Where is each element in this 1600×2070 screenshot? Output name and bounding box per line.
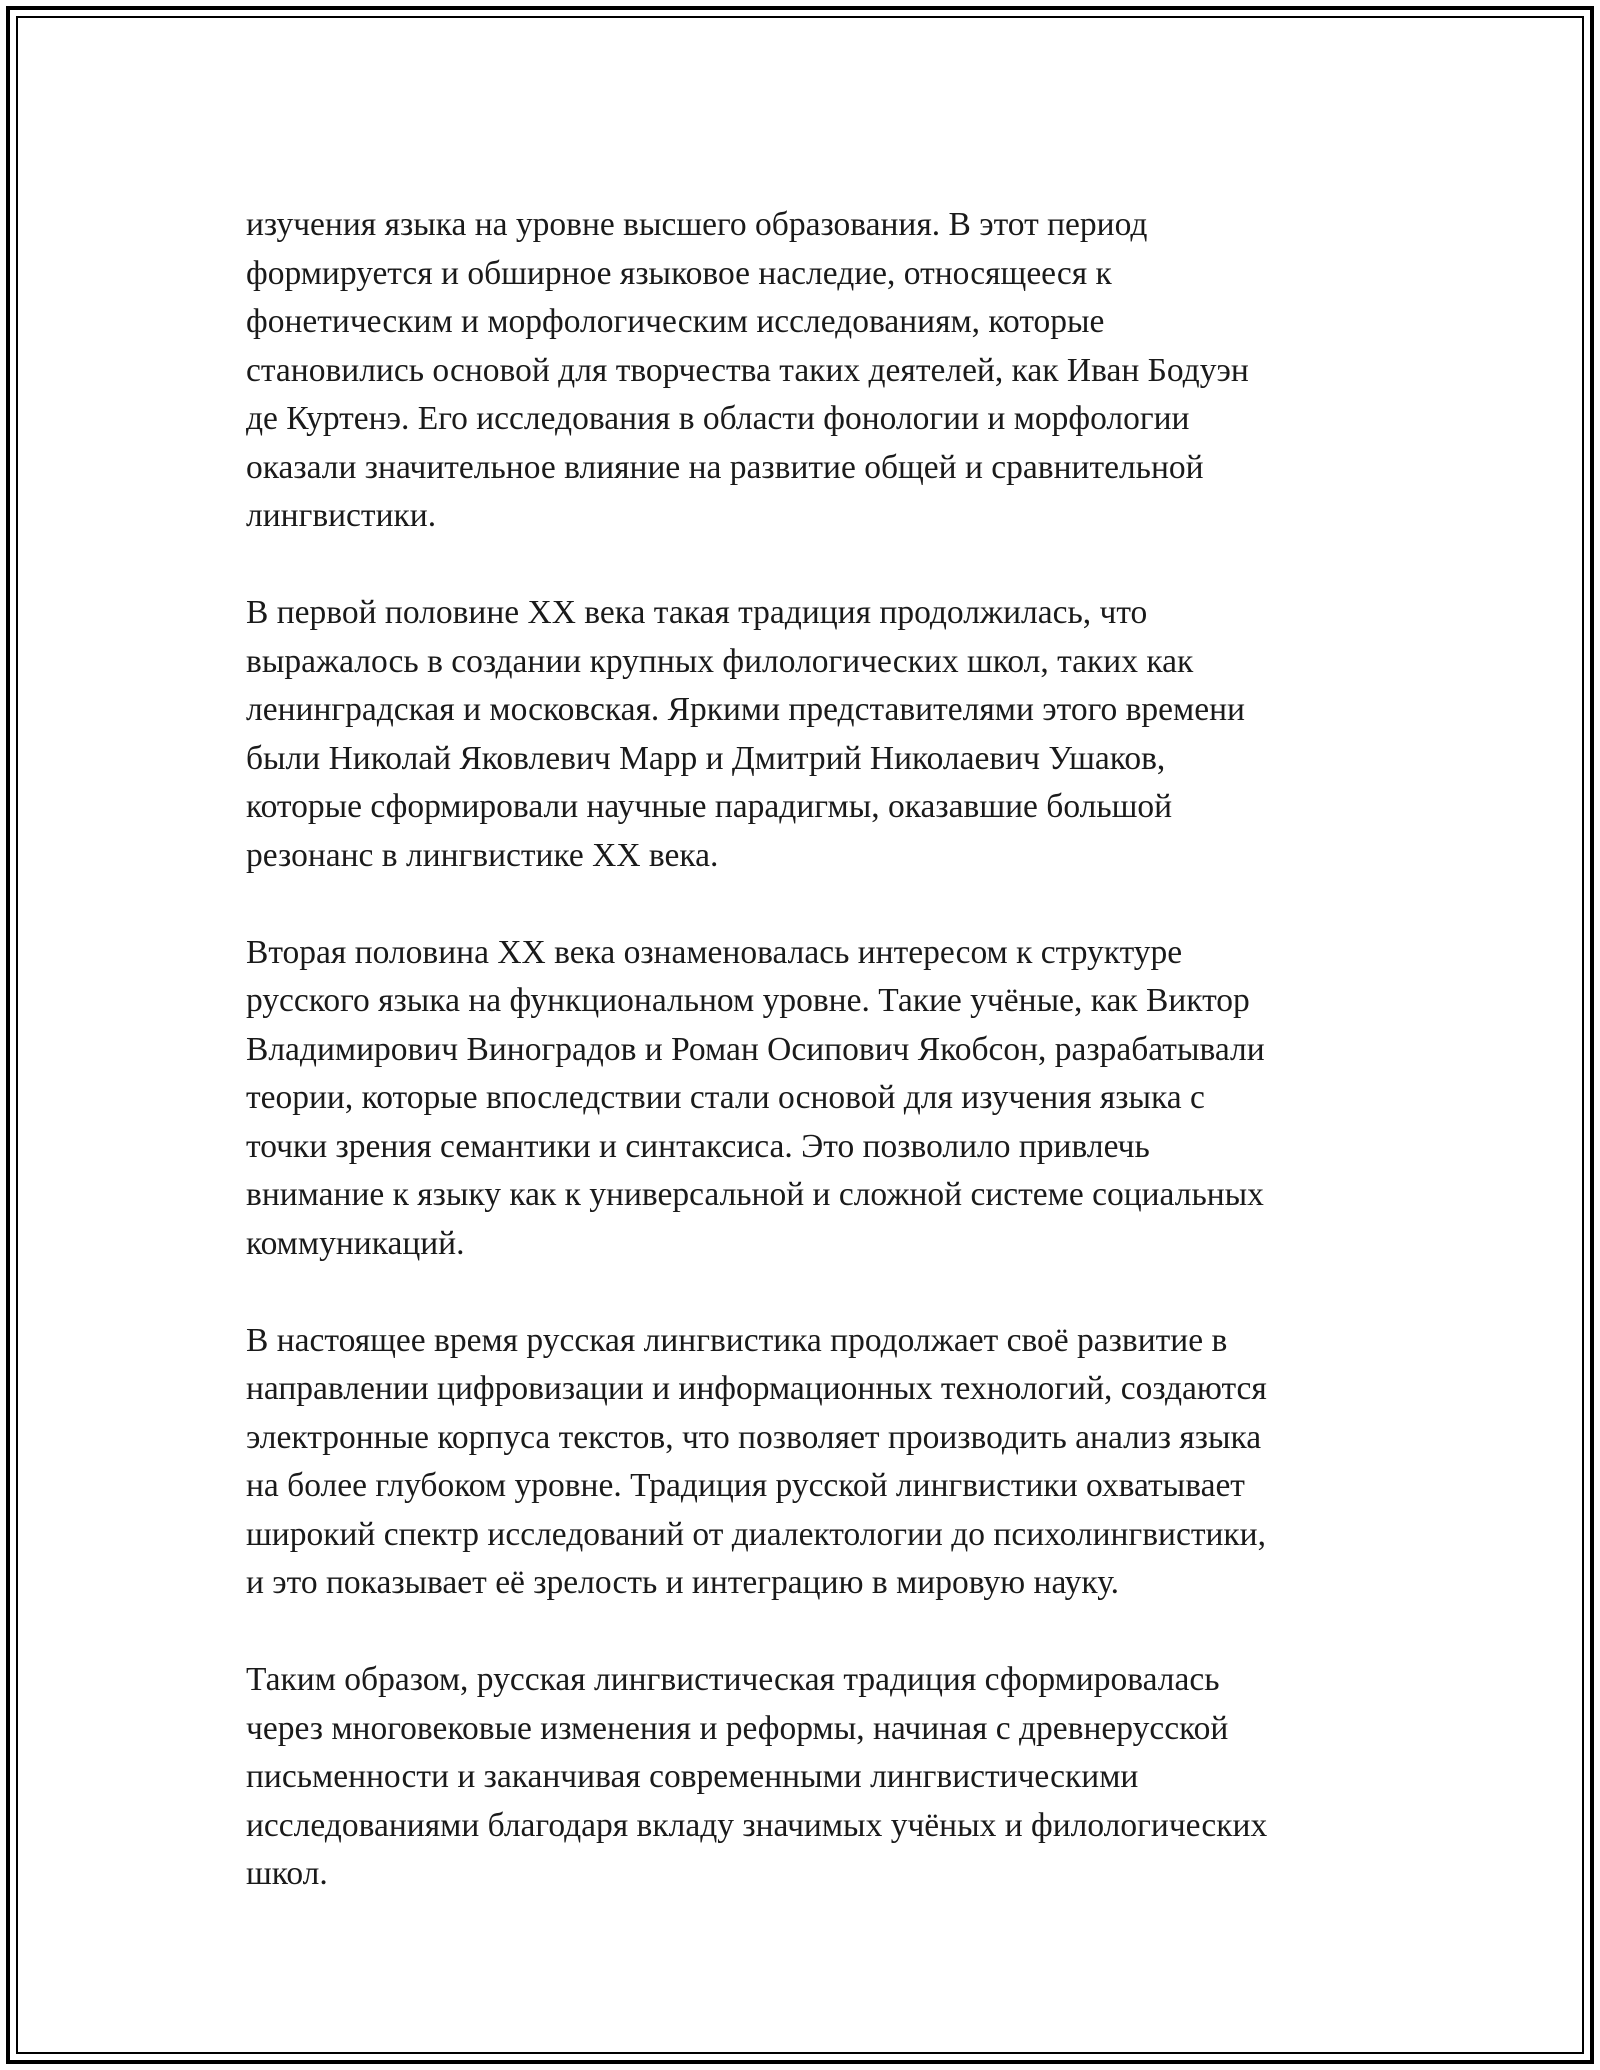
paragraph-5 [246, 1656, 1396, 1899]
text-line: В настоящее время русская лингвистика продолжает своё развитие в [246, 1321, 1228, 1359]
text-line: формируется и обширное языковое наследие, относящееся к [246, 254, 1112, 292]
text-line: школ. [246, 1855, 328, 1892]
text-line: оказали значительное влияние на развитие общей и сравнительной [246, 448, 1204, 486]
text-line: лингвистики. [246, 497, 437, 534]
text-line: направлении цифровизации и информационных технологий, создаются [246, 1370, 1267, 1407]
paragraph-4 [246, 1317, 1396, 1608]
text-line: становились основой для творчества таких деятелей, как Иван Бодуэн [246, 351, 1249, 389]
text-line: Владимирович Виноградов и Роман Осипович Якобсон, разрабатывали [246, 1030, 1265, 1068]
text-line: В первой половине XX века такая традиция продолжилась, что [246, 594, 1148, 631]
text-line: электронные корпуса текстов, что позволяет производить анализ языка [246, 1418, 1262, 1456]
text-line: которые сформировали научные парадигмы, оказавшие большой [246, 788, 1173, 825]
text-line: русского языка на функциональном уровне. Такие учёные, как Виктор [246, 982, 1250, 1019]
text-line: через многовековые изменения и реформы, начиная с древнерусской [246, 1709, 1229, 1747]
text-line: резонанс в лингвистике XX века. [246, 836, 719, 874]
text-line: внимание к языку как к универсальной и сложной системе социальных [246, 1176, 1264, 1213]
text-line: теории, которые впоследствии стали основой для изучения языка с [246, 1079, 1205, 1116]
text-line: точки зрения семантики и синтаксиса. Это позволило привлечь [246, 1127, 1150, 1165]
document-page [6, 6, 1594, 2064]
paragraph-3 [246, 929, 1396, 1269]
document-body [246, 201, 1396, 1947]
paragraph-1 [246, 201, 1396, 541]
text-line: де Куртенэ. Его исследования в области фонологии и морфологии [246, 400, 1190, 437]
text-line: фонетическим и морфологическим исследованиям, которые [246, 303, 1105, 340]
text-line: письменности и заканчивая современными лингвистическими [246, 1758, 1139, 1795]
text-line: изучения языка на уровне высшего образования. В этот период [246, 206, 1148, 243]
text-line: Таким образом, русская лингвистическая традиция сформировалась [246, 1661, 1220, 1698]
text-line: ленинградская и московская. Яркими представителями этого времени [246, 691, 1245, 728]
text-line: выражалось в создании крупных филологических школ, таких как [246, 642, 1194, 680]
paragraph-2 [246, 589, 1396, 880]
text-line: на более глубоком уровне. Традиция русской лингвистики охватывает [246, 1467, 1245, 1504]
text-line: коммуникаций. [246, 1224, 465, 1262]
text-line: Вторая половина XX века ознаменовалась интересом к структуре [246, 933, 1183, 971]
text-line: исследованиями благодаря вкладу значимых учёных и филологических [246, 1806, 1268, 1844]
text-line: и это показывает её зрелость и интеграцию в мировую науку. [246, 1564, 1119, 1601]
text-line: широкий спектр исследований от диалектологии до психолингвистики, [246, 1515, 1266, 1553]
text-line: были Николай Яковлевич Марр и Дмитрий Николаевич Ушаков, [246, 739, 1166, 777]
